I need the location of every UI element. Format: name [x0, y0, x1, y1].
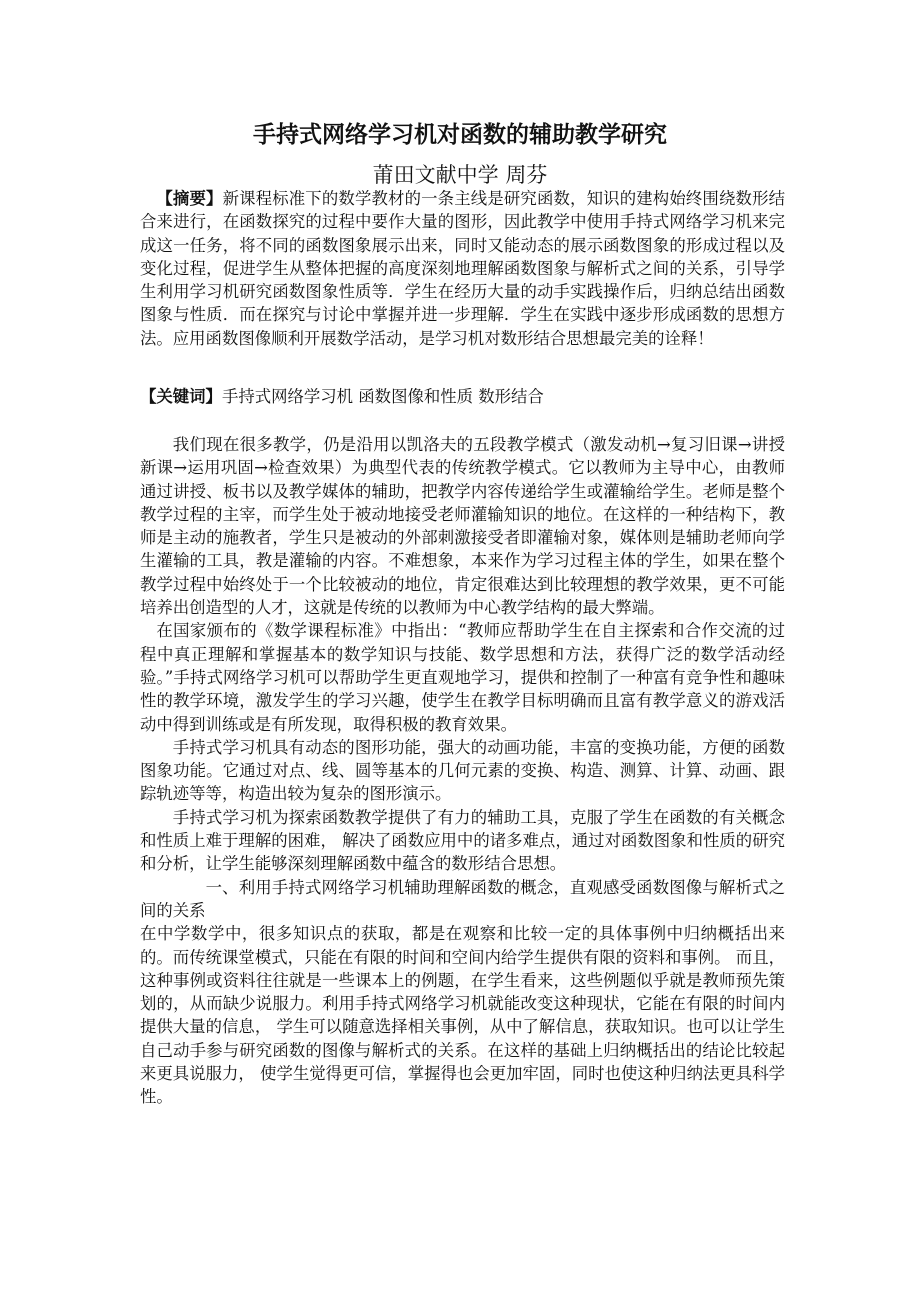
body-paragraph-2: 在国家颁布的《数学课程标准》中指出：“教师应帮助学生在自主探索和合作交流的过程中真正理解和掌握基本的数学知识与技能、数学思想和方法，获得广泛的数学活动经验。”手持式网络学习机可以帮助学生更直观地学习，提供和控制了一种富有竞争性和趣味性的教学环境，激发学生的学习兴趣，使学生在教学目标明确而且富有教学意义的游戏活动中得到训练或是有所发现，取得积极的教育效果。 — [140, 621, 785, 734]
body-section — [140, 433, 785, 1109]
abstract-paragraph — [140, 187, 785, 350]
abstract-text: 新课程标准下的数学教材的一条主线是研究函数，知识的建构始终围绕数形结合来进行，在函数探究的过程中要作大量的图形，因此教学中使用手持式网络学习机来完成这一任务，将不同的函数图象展示出来，同时又能动态的展示函数图象的形成过程以及变化过程，促进学生从整体把握的高度深刻地理解函数图象与解析式之间的关系，引导学生利用学习机研究函数图象性质等．学生在经历大量的动手实践操作后，归纳总结出函数图象与性质．而在探究与讨论中掌握并进一步理解．学生在实践中逐步形成函数的思想方法。应用函数图像顺利开展数学活动，是学习机对数形结合思想最完美的诠释！ — [140, 189, 785, 348]
keywords-paragraph — [140, 385, 785, 408]
body-paragraph-4: 手持式学习机为探索函数教学提供了有力的辅助工具，克服了学生在函数的有关概念和性质上难于理解的困难， 解决了函数应用中的诸多难点，通过对函数图象和性质的研究和分析，让学生能够深刻理解函数中蕴含的数形结合思想。 — [140, 807, 785, 874]
body-paragraph-5: 在中学数学中，很多知识点的获取，都是在观察和比较一定的具体事例中归纳概括出来的。而传统课堂模式，只能在有限的时间和空间内给学生提供有限的资料和事例。 而且，这种事例或资料往往就是一些课本上的例题，在学生看来，这些例题似乎就是教师预先策划的，从而缺少说服力。利用手持式网络学习机就能改变这种现状，它能在有限的时间内提供大量的信息， 学生可以随意选择相关事例，从中了解信息，获取知识。也可以让学生自己动手参与研究函数的图像与解析式的关系。在这样的基础上归纳概括出的结论比较起来更具说服力， 使学生觉得更可信，掌握得也会更加牢固，同时也使这种归纳法更具科学性。 — [140, 924, 785, 1107]
body-paragraph-3: 手持式学习机具有动态的图形功能，强大的动画功能，丰富的变换功能，方便的函数图象功能。它通过对点、线、圆等基本的几何元素的变换、构造、测算、计算、动画、跟踪轨迹等等，构造出较为复杂的图形演示。 — [140, 737, 785, 804]
keywords-section — [140, 385, 785, 408]
document-title: 手持式网络学习机对函数的辅助教学研究 — [253, 122, 667, 148]
body-paragraph-1: 我们现在很多教学，仍是沿用以凯洛夫的五段教学模式（激发动机→复习旧课→讲授新课→运用巩固→检查效果）为典型代表的传统教学模式。它以教师为主导中心，由教师通过讲授、板书以及教学媒体的辅助，把教学内容传递给学生或灌输给学生。老师是整个教学过程的主宰，而学生处于被动地接受老师灌输知识的地位。在这样的一种结构下，教师是主动的施教者，学生只是被动的外部刺激接受者即灌输对象，媒体则是辅助老师向学生灌输的工具，教是灌输的内容。不难想象，本来作为学习过程主体的学生，如果在整个教学过程中始终处于一个比较被动的地位，肯定很难达到比较理想的教学效果，更不可能培养出创造型的人才，这就是传统的以教师为中心教学结构的最大弊端。 — [140, 435, 785, 618]
keywords-text: 手持式网络学习机 函数图像和性质 数形结合 — [221, 387, 544, 406]
keywords-label: 【关键词】 — [140, 387, 222, 406]
abstract-section — [140, 187, 785, 350]
abstract-label: 【摘要】 — [156, 189, 223, 208]
author-line: 莆田文献中学 周芬 — [372, 163, 548, 187]
section-heading-1: 一、利用手持式网络学习机辅助理解函数的概念，直观感受函数图像与解析式之间的关系 — [140, 877, 785, 920]
